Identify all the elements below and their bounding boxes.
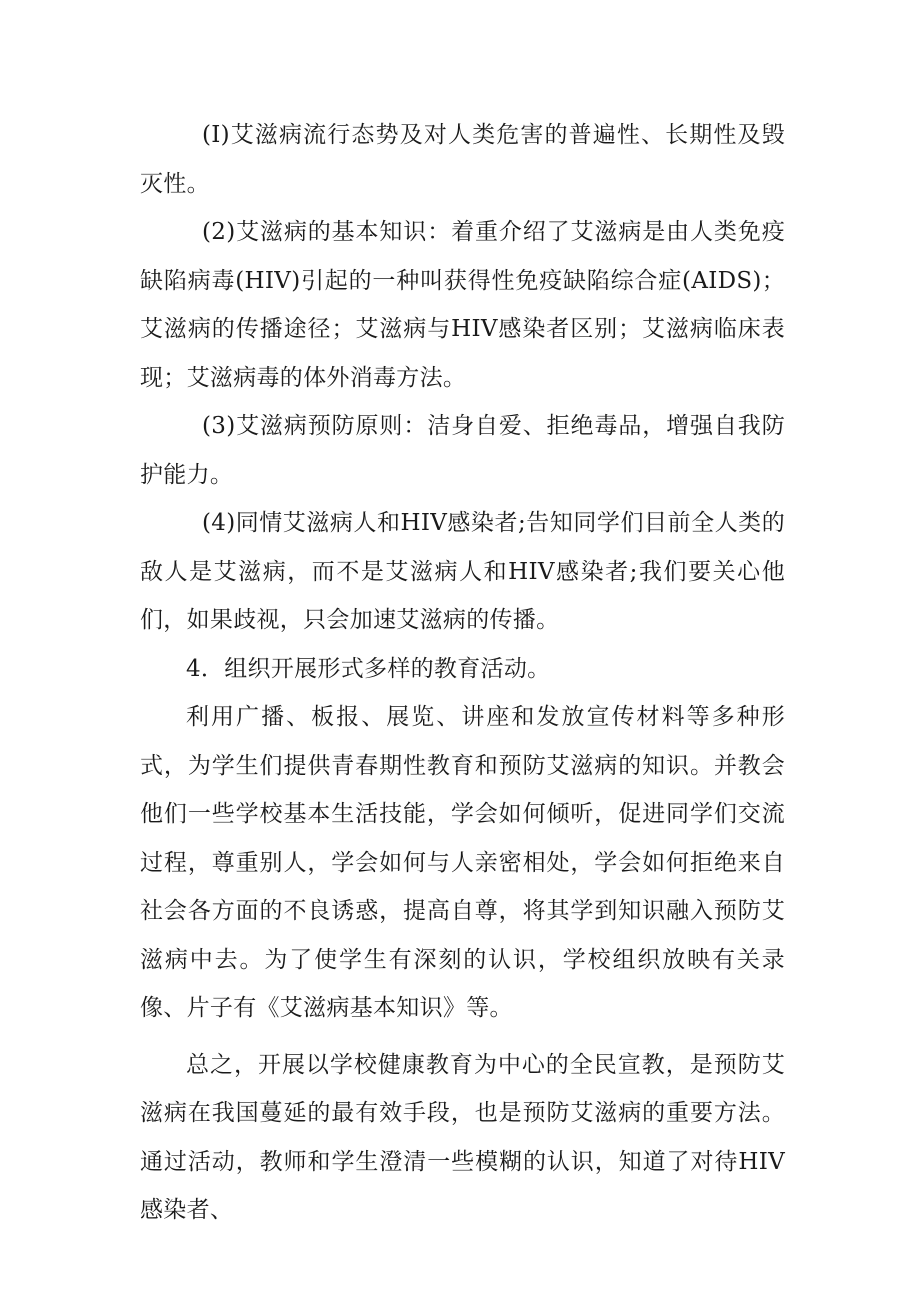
paragraph-summary: 总之，开展以学校健康教育为中心的全民宣教，是预防艾滋病在我国蔓延的最有效手段，也是预防艾滋病的重要方法。通过活动，教师和学生澄清一些模糊的认识，知道了对待HIV感染者、	[140, 1051, 785, 1223]
paragraph-item-2: (2)艾滋病的基本知识：着重介绍了艾滋病是由人类免疫缺陷病毒(HIV)引起的一种叫获得性免疫缺陷综合症(AIDS)；艾滋病的传播途径；艾滋病与HIV感染者区别；艾滋病临床表现；艾滋病毒的体外消毒方法。	[140, 219, 785, 391]
paragraph-item-1: (I)艾滋病流行态势及对人类危害的普遍性、长期性及毁灭性。	[140, 122, 785, 197]
paragraph-item-4: (4)同情艾滋病人和HIV感染者;告知同学们目前全人类的敌人是艾滋病，而不是艾滋病人和HIV感染者;我们要关心他们，如果歧视，只会加速艾滋病的传播。	[140, 510, 785, 633]
document-body	[140, 111, 785, 1235]
paragraph-activities: 利用广播、板报、展览、讲座和发放宣传材料等多种形式，为学生们提供青春期性教育和预防艾滋病的知识。并教会他们一些学校基本生活技能，学会如何倾听，促进同学们交流过程，尊重别人，学会如何与人亲密相处，学会如何拒绝来自社会各方面的不良诱惑，提高自尊，将其学到知识融入预防艾滋病中去。为了使学生有深刻的认识，学校组织放映有关录像、片子有《艾滋病基本知识》等。	[140, 704, 785, 1021]
section-heading-4: 4．组织开展形式多样的教育活动。	[186, 655, 551, 682]
paragraph-item-3: (3)艾滋病预防原则：洁身自爱、拒绝毒品，增强自我防护能力。	[140, 413, 785, 488]
